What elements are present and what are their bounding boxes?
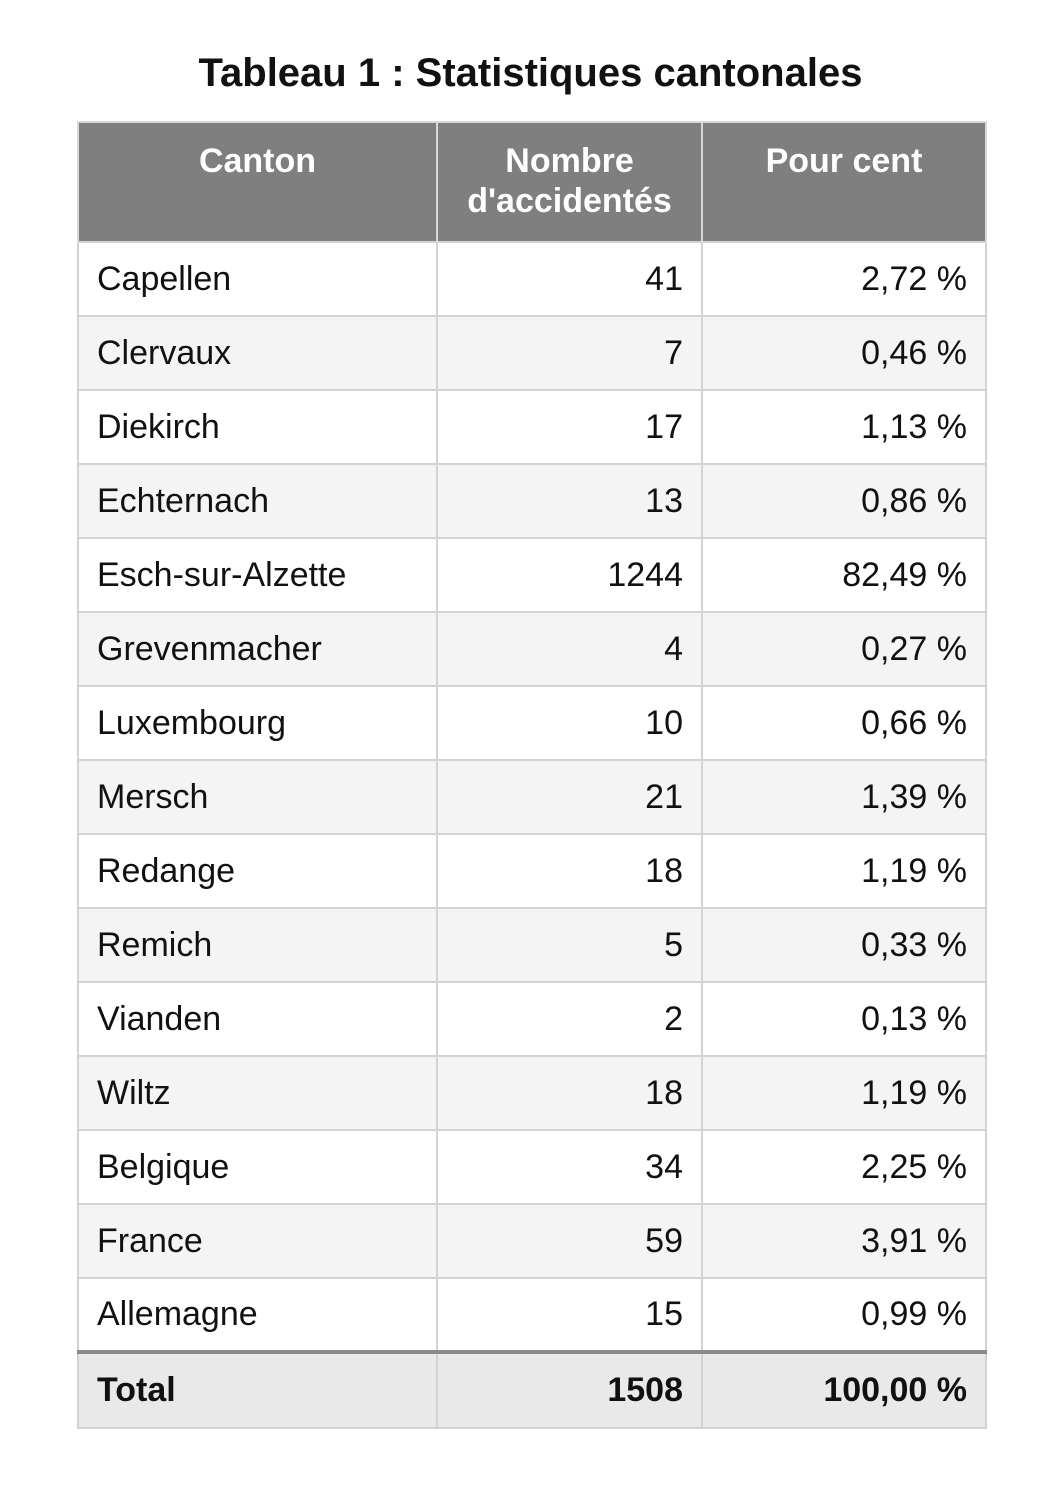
canton-cell: Vianden: [78, 982, 437, 1056]
count-cell: 4: [437, 612, 702, 686]
count-cell: 7: [437, 316, 702, 390]
table-row: [78, 390, 986, 464]
total-count: 1508: [437, 1352, 702, 1428]
percent-cell: 82,49 %: [702, 538, 986, 612]
total-row: [78, 1352, 986, 1428]
canton-cell: Esch-sur-Alzette: [78, 538, 437, 612]
percent-cell: 0,66 %: [702, 686, 986, 760]
count-cell: 10: [437, 686, 702, 760]
count-cell: 18: [437, 1056, 702, 1130]
table-row: [78, 242, 986, 316]
count-cell: 1244: [437, 538, 702, 612]
canton-cell: Capellen: [78, 242, 437, 316]
header-row: [78, 122, 986, 242]
header-count: [437, 122, 702, 242]
statistics-table: [77, 121, 987, 1429]
table-row: [78, 1204, 986, 1278]
percent-cell: 2,72 %: [702, 242, 986, 316]
count-cell: 34: [437, 1130, 702, 1204]
table-row: [78, 1130, 986, 1204]
canton-cell: Luxembourg: [78, 686, 437, 760]
table-row: [78, 1278, 986, 1352]
percent-cell: 0,46 %: [702, 316, 986, 390]
table-row: [78, 464, 986, 538]
canton-cell: Wiltz: [78, 1056, 437, 1130]
count-cell: 59: [437, 1204, 702, 1278]
percent-cell: 1,19 %: [702, 834, 986, 908]
table-row: [78, 834, 986, 908]
table-row: [78, 316, 986, 390]
table-row: [78, 1056, 986, 1130]
percent-cell: 0,27 %: [702, 612, 986, 686]
canton-cell: Allemagne: [78, 1278, 437, 1352]
percent-cell: 1,39 %: [702, 760, 986, 834]
count-cell: 21: [437, 760, 702, 834]
canton-cell: Clervaux: [78, 316, 437, 390]
count-cell: 41: [437, 242, 702, 316]
percent-cell: 0,86 %: [702, 464, 986, 538]
canton-cell: Redange: [78, 834, 437, 908]
table-row: [78, 908, 986, 982]
count-cell: 13: [437, 464, 702, 538]
percent-cell: 1,19 %: [702, 1056, 986, 1130]
count-cell: 15: [437, 1278, 702, 1352]
count-cell: 18: [437, 834, 702, 908]
header-canton: Canton: [78, 122, 437, 242]
page-title: Tableau 1 : Statistiques cantonales: [198, 51, 863, 95]
count-cell: 2: [437, 982, 702, 1056]
count-cell: 17: [437, 390, 702, 464]
canton-cell: France: [78, 1204, 437, 1278]
percent-cell: 1,13 %: [702, 390, 986, 464]
table-header: [78, 122, 986, 242]
header-percent: Pour cent: [702, 122, 986, 242]
table-row: [78, 612, 986, 686]
percent-cell: 0,99 %: [702, 1278, 986, 1352]
canton-cell: Grevenmacher: [78, 612, 437, 686]
header-count-line2: d'accidentés: [467, 182, 672, 220]
total-percent: 100,00 %: [702, 1352, 986, 1428]
canton-cell: Remich: [78, 908, 437, 982]
canton-cell: Mersch: [78, 760, 437, 834]
table-row: [78, 760, 986, 834]
percent-cell: 0,33 %: [702, 908, 986, 982]
percent-cell: 3,91 %: [702, 1204, 986, 1278]
canton-cell: Belgique: [78, 1130, 437, 1204]
canton-cell: Echternach: [78, 464, 437, 538]
count-cell: 5: [437, 908, 702, 982]
table-row: [78, 982, 986, 1056]
table-row: [78, 538, 986, 612]
percent-cell: 0,13 %: [702, 982, 986, 1056]
table-row: [78, 686, 986, 760]
header-count-line1: Nombre: [505, 142, 634, 180]
total-label: Total: [78, 1352, 437, 1428]
canton-cell: Diekirch: [78, 390, 437, 464]
percent-cell: 2,25 %: [702, 1130, 986, 1204]
